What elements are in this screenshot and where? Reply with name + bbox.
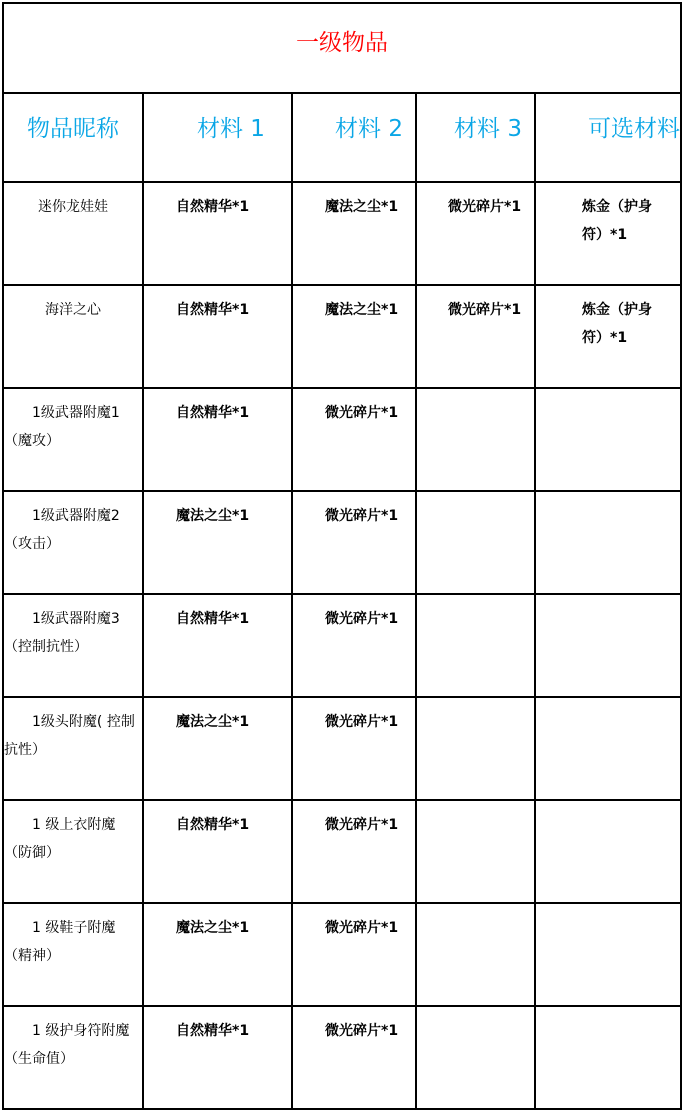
item-name-cell — [3, 594, 143, 697]
material-1: 自然精华*1 — [176, 199, 250, 215]
material-2: 魔法之尘*1 — [325, 199, 399, 215]
material-2-cell — [292, 491, 416, 594]
item-name: 1级头附魔( 控制抗性） — [4, 714, 135, 758]
optional-material-cell — [535, 1006, 681, 1109]
item-name-cell — [3, 388, 143, 491]
material-3 — [417, 904, 534, 914]
item-name: 1级武器附魔1（魔攻） — [4, 405, 120, 449]
material-2-cell — [292, 182, 416, 285]
material-1: 自然精华*1 — [176, 611, 250, 627]
optional-material-cell — [535, 388, 681, 491]
item-name-cell — [3, 285, 143, 388]
item-name-cell — [3, 903, 143, 1006]
item-name-cell — [3, 491, 143, 594]
item-name: 1 级护身符附魔（生命值） — [4, 1023, 130, 1067]
header-cell-material-2 — [292, 93, 416, 182]
material-2-cell — [292, 594, 416, 697]
material-1-cell — [143, 594, 292, 697]
material-2: 微光碎片*1 — [325, 611, 399, 627]
table-row — [3, 388, 681, 491]
material-1-cell — [143, 491, 292, 594]
item-name: 1级武器附魔2（攻击） — [4, 508, 120, 552]
material-3-cell — [416, 594, 535, 697]
material-3 — [417, 801, 534, 811]
optional-material — [536, 595, 680, 605]
table-row — [3, 903, 681, 1006]
header-material-2: 材料 2 — [335, 116, 403, 142]
material-2-cell — [292, 697, 416, 800]
optional-material-cell — [535, 491, 681, 594]
header-cell-name — [3, 93, 143, 182]
item-name: 1 级鞋子附魔（精神） — [4, 920, 116, 964]
optional-material — [536, 1007, 680, 1017]
optional-material-cell — [535, 182, 681, 285]
header-row — [3, 93, 681, 182]
material-2: 微光碎片*1 — [325, 1023, 399, 1039]
material-1: 自然精华*1 — [176, 302, 250, 318]
header-material-1: 材料 1 — [197, 116, 265, 142]
optional-material-cell — [535, 800, 681, 903]
header-material-3: 材料 3 — [454, 116, 522, 142]
material-1: 自然精华*1 — [176, 817, 250, 833]
material-2: 微光碎片*1 — [325, 714, 399, 730]
header-optional-material: 可选材料 — [588, 116, 681, 142]
material-3-cell — [416, 388, 535, 491]
material-2: 微光碎片*1 — [325, 508, 399, 524]
optional-material: 炼金（护身符）*1 — [582, 302, 652, 346]
table-row — [3, 1006, 681, 1109]
material-1: 自然精华*1 — [176, 1023, 250, 1039]
item-name-cell — [3, 182, 143, 285]
material-1-cell — [143, 697, 292, 800]
material-3-cell — [416, 491, 535, 594]
item-name-cell — [3, 697, 143, 800]
material-3 — [417, 698, 534, 708]
material-1: 魔法之尘*1 — [176, 508, 250, 524]
material-1: 魔法之尘*1 — [176, 714, 250, 730]
material-3-cell — [416, 182, 535, 285]
optional-material — [536, 801, 680, 811]
item-name: 1 级上衣附魔（防御） — [4, 817, 116, 861]
table-row — [3, 285, 681, 388]
header-item-name: 物品昵称 — [27, 116, 119, 142]
material-3-cell — [416, 903, 535, 1006]
material-1-cell — [143, 388, 292, 491]
optional-material-cell — [535, 285, 681, 388]
optional-material — [536, 904, 680, 914]
material-2-cell — [292, 1006, 416, 1109]
item-recipe-table — [2, 2, 682, 1110]
optional-material-cell — [535, 903, 681, 1006]
material-1-cell — [143, 800, 292, 903]
material-2-cell — [292, 285, 416, 388]
material-2: 魔法之尘*1 — [325, 302, 399, 318]
table-row — [3, 182, 681, 285]
item-name: 海洋之心 — [45, 302, 101, 318]
material-2: 微光碎片*1 — [325, 405, 399, 421]
header-cell-material-1 — [143, 93, 292, 182]
material-1-cell — [143, 1006, 292, 1109]
material-2-cell — [292, 903, 416, 1006]
header-cell-optional — [535, 93, 681, 182]
material-2-cell — [292, 388, 416, 491]
optional-material — [536, 698, 680, 708]
item-name-cell — [3, 800, 143, 903]
item-name: 1级武器附魔3（控制抗性） — [4, 611, 120, 655]
material-3: 微光碎片*1 — [448, 302, 522, 318]
item-name-cell — [3, 1006, 143, 1109]
table-row — [3, 800, 681, 903]
material-3-cell — [416, 800, 535, 903]
material-1-cell — [143, 285, 292, 388]
table-row — [3, 491, 681, 594]
material-1: 魔法之尘*1 — [176, 920, 250, 936]
optional-material — [536, 389, 680, 399]
material-3-cell — [416, 285, 535, 388]
header-cell-material-3 — [416, 93, 535, 182]
table-row — [3, 594, 681, 697]
material-3: 微光碎片*1 — [448, 199, 522, 215]
material-1: 自然精华*1 — [176, 405, 250, 421]
material-3 — [417, 1007, 534, 1017]
optional-material — [536, 492, 680, 502]
material-1-cell — [143, 903, 292, 1006]
material-3 — [417, 492, 534, 502]
page-title: 一级物品 — [296, 30, 388, 56]
material-3 — [417, 595, 534, 605]
table-title-cell — [3, 3, 681, 93]
optional-material: 炼金（护身符）*1 — [582, 199, 652, 243]
table-title-row — [3, 3, 681, 93]
material-2: 微光碎片*1 — [325, 920, 399, 936]
material-2-cell — [292, 800, 416, 903]
material-2: 微光碎片*1 — [325, 817, 399, 833]
material-1-cell — [143, 182, 292, 285]
material-3-cell — [416, 1006, 535, 1109]
material-3-cell — [416, 697, 535, 800]
table-row — [3, 697, 681, 800]
optional-material-cell — [535, 697, 681, 800]
item-name: 迷你龙娃娃 — [38, 199, 108, 215]
optional-material-cell — [535, 594, 681, 697]
material-3 — [417, 389, 534, 399]
